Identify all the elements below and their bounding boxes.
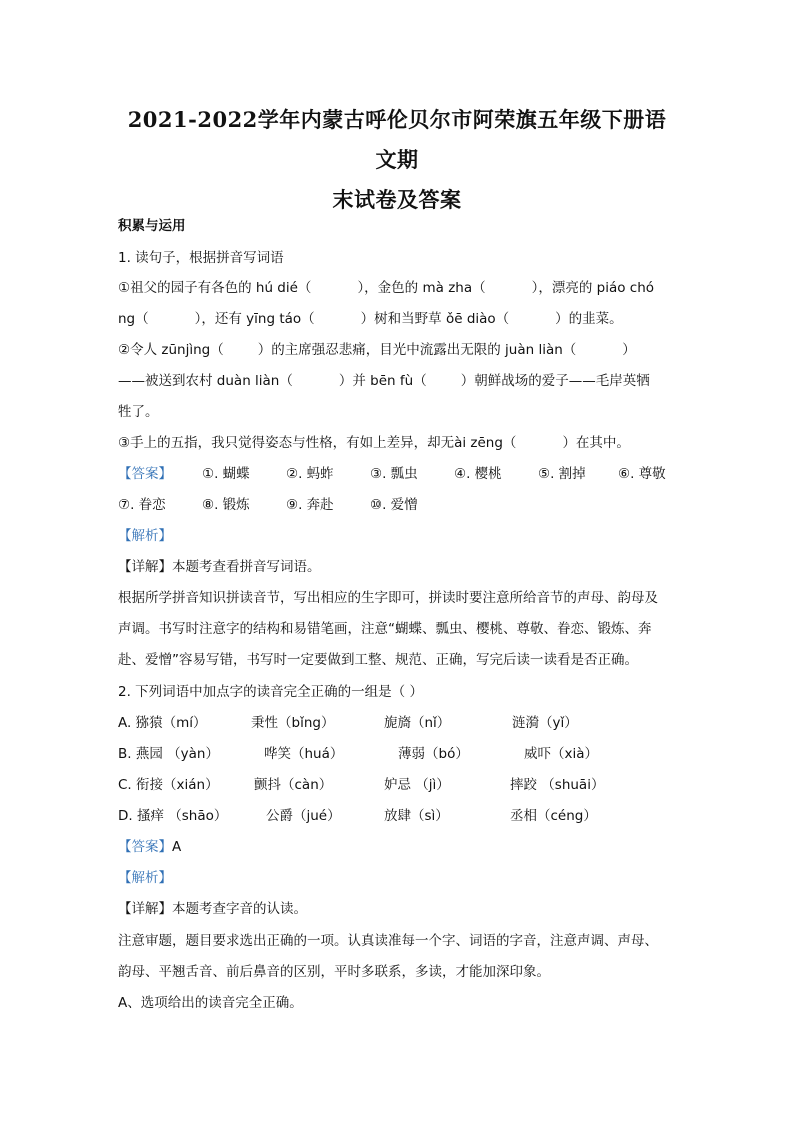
option-cell: 秉性（bǐng）	[251, 715, 335, 731]
answer-item: ②. 蚂蚱	[286, 466, 334, 482]
option-cell: 颤抖（càn）	[254, 777, 333, 793]
option-cell: 涟漪（yǐ）	[512, 715, 578, 731]
answer-item: ⑩. 爱憎	[370, 497, 418, 513]
option-cell: 薄弱（bó）	[398, 746, 469, 762]
text: ①祖父的园子有各色的 hú dié（	[118, 280, 312, 296]
answer-item: ⑦. 眷恋	[118, 497, 166, 513]
q1-stem: 1. 读句子，根据拼音写词语	[118, 250, 284, 266]
option-cell: 摔跤 （shuāi）	[510, 777, 605, 793]
q2-stem: 2. 下列词语中加点字的读音完全正确的一组是（ ）	[118, 684, 423, 700]
text: ②令人 zūnjìng（	[118, 342, 224, 358]
text: ）的韭菜。	[555, 311, 623, 327]
option-cell: A. 猕猿（mí）	[118, 715, 207, 731]
q2-option-c	[118, 773, 678, 793]
option-cell: B. 燕园 （yàn）	[118, 746, 219, 762]
answer-tag: 【答案】	[118, 466, 172, 482]
q1-explanation-2: 声调。书写时注意字的结构和易错笔画，注意“蝴蝶、瓢虫、樱桃、尊敬、眷恋、锻炼、奔	[118, 621, 652, 637]
q1-line-4	[118, 369, 650, 389]
option-cell: C. 衔接（xián）	[118, 777, 219, 793]
text: ）的主席强忍悲痛，目光中流露出无限的 juàn liàn（	[257, 342, 577, 358]
answer-tag: 【答案】	[118, 839, 172, 855]
text: ）并 bēn fù（	[338, 373, 427, 389]
q2-explanation-2: 韵母、平翘舌音、前后鼻音的区别，平时多联系，多读，才能加深印象。	[118, 964, 550, 980]
answer-item: ⑤. 割掉	[538, 466, 586, 482]
q2-option-a	[118, 711, 678, 731]
text: ）树和当野草 ǒē diào（	[360, 311, 510, 327]
q1-line-1	[118, 276, 654, 296]
document-title	[118, 100, 676, 220]
answer-item: ①. 蝴蝶	[202, 466, 250, 482]
answer-item: ④. 樱桃	[454, 466, 502, 482]
text: ），漂亮的 piáo chó	[531, 280, 655, 296]
option-cell: 妒忌 （jì）	[384, 777, 450, 793]
title-line-1: 2021-2022学年内蒙古呼伦贝尔市阿荣旗五年级下册语文期	[127, 107, 667, 172]
answer-item: ③. 瓢虫	[370, 466, 418, 482]
title-line-2: 末试卷及答案	[332, 187, 462, 212]
answer-item: ⑥. 尊敬	[618, 466, 666, 482]
q2-explanation-1: 注意审题，题目要求选出正确的一项。认真读准每一个字、词语的字音，注意声调、声母、	[118, 933, 658, 949]
q2-option-b	[118, 742, 678, 762]
option-cell: 丞相（céng）	[510, 808, 597, 824]
q2-analysis-tag: 【解析】	[118, 870, 172, 886]
option-cell: 威吓（xià）	[524, 746, 599, 762]
q1-line-2	[118, 307, 623, 327]
q2-option-d	[118, 804, 678, 824]
q1-explanation-1: 根据所学拼音知识拼读音节，写出相应的生字即可，拼读时要注意所给音节的声母、韵母及	[118, 590, 658, 606]
q1-detail: 【详解】本题考查看拼音写词语。	[118, 559, 321, 575]
text: ）朝鲜战场的爱子——毛岸英牺	[460, 373, 650, 389]
q1-analysis-tag: 【解析】	[118, 528, 172, 544]
q2-answer	[118, 835, 181, 855]
text: ），还有 yīng táo（	[194, 311, 315, 327]
text: ）在其中。	[562, 435, 630, 451]
text: ）	[622, 342, 636, 358]
text: ③手上的五指，我只觉得姿态与性格，有如上差异，却无ài zēng（	[118, 435, 517, 451]
q2-detail: 【详解】本题考查字音的认读。	[118, 901, 307, 917]
answer-value: A	[172, 839, 182, 855]
option-cell: 哗笑（huá）	[264, 746, 344, 762]
q1-answers-row-2	[118, 493, 678, 513]
q1-explanation-3: 赴、爱憎”容易写错，书写时一定要做到工整、规范、正确，写完后读一读看是否正确。	[118, 652, 638, 668]
section-heading: 积累与运用	[118, 218, 186, 234]
text: ——被送到农村 duàn liàn（	[118, 373, 293, 389]
q1-line-6	[118, 431, 630, 451]
text: ），金色的 mà zha（	[357, 280, 486, 296]
option-cell: 放肆（sì）	[384, 808, 449, 824]
option-cell: 公爵（jué）	[266, 808, 341, 824]
text: ng（	[118, 311, 149, 327]
q1-line-3	[118, 338, 636, 358]
q1-line-5: 牲了。	[118, 404, 159, 420]
answer-item: ⑨. 奔赴	[286, 497, 334, 513]
option-cell: 旎旖（nǐ）	[384, 715, 451, 731]
q1-answers-row-1	[118, 462, 678, 482]
answer-item: ⑧. 锻炼	[202, 497, 250, 513]
q2-explanation-3: A、选项给出的读音完全正确。	[118, 995, 303, 1011]
option-cell: D. 搔痒 （shāo）	[118, 808, 228, 824]
